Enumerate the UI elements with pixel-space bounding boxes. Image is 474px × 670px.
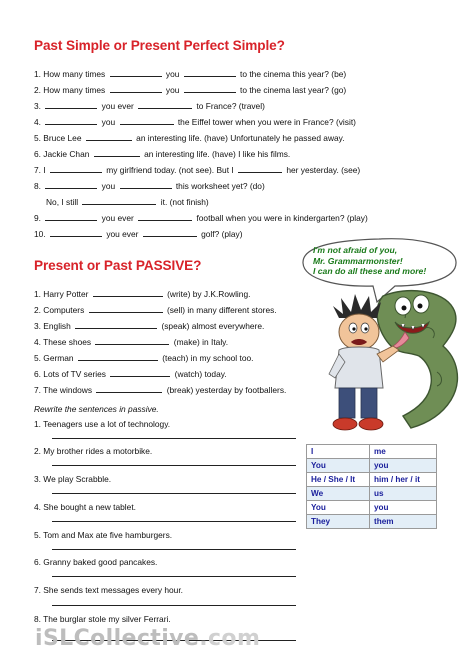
speech-bubble-text bbox=[313, 245, 449, 277]
line-text: to the cinema last year? (go) bbox=[240, 85, 347, 95]
write-line[interactable] bbox=[52, 521, 296, 522]
table-row bbox=[307, 501, 437, 515]
line-text: 2. Computers bbox=[34, 305, 85, 315]
subject-pronoun-cell: He / She / It bbox=[307, 473, 370, 487]
line-text: 7. The windows bbox=[34, 385, 93, 395]
line-text: to the cinema this year? (be) bbox=[240, 69, 347, 79]
subject-pronoun-cell: You bbox=[307, 459, 370, 473]
line-text: (teach) in my school too. bbox=[162, 353, 254, 363]
rewrite-instruction: Rewrite the sentences in passive. bbox=[34, 404, 159, 414]
line-text: No, I still bbox=[46, 197, 79, 207]
exercise-line bbox=[34, 352, 253, 364]
answer-blank[interactable] bbox=[45, 180, 97, 189]
boy-and-monster-illustration bbox=[325, 288, 465, 436]
answer-blank[interactable] bbox=[50, 228, 102, 237]
rewrite-item: 4. She bought a new tablet. bbox=[34, 502, 136, 512]
pronoun-table bbox=[306, 444, 437, 529]
object-pronoun-cell: us bbox=[370, 487, 437, 501]
exercise-line bbox=[34, 368, 227, 380]
exercise-line bbox=[34, 288, 250, 300]
exercise-line bbox=[34, 148, 290, 160]
line-text: an interesting life. (have) Unfortunately he passed away. bbox=[136, 133, 345, 143]
exercise-line bbox=[34, 320, 264, 332]
answer-blank[interactable] bbox=[110, 84, 162, 93]
line-text: 4. bbox=[34, 117, 41, 127]
object-pronoun-cell: him / her / it bbox=[370, 473, 437, 487]
answer-blank[interactable] bbox=[86, 132, 132, 141]
line-text: 10. bbox=[34, 229, 46, 239]
write-line[interactable] bbox=[52, 493, 296, 494]
exercise-line bbox=[34, 116, 356, 128]
answer-blank[interactable] bbox=[94, 148, 140, 157]
object-pronoun-cell: you bbox=[370, 501, 437, 515]
rewrite-item: 1. Teenagers use a lot of technology. bbox=[34, 419, 171, 429]
answer-blank[interactable] bbox=[45, 116, 97, 125]
line-text: 3. bbox=[34, 101, 41, 111]
line-text: 5. Bruce Lee bbox=[34, 133, 82, 143]
exercise-line bbox=[34, 84, 346, 96]
line-text: 2. How many times bbox=[34, 85, 106, 95]
line-text: 1. How many times bbox=[34, 69, 106, 79]
line-text: (write) by J.K.Rowling. bbox=[167, 289, 251, 299]
line-text: (break) yesterday by footballers. bbox=[166, 385, 287, 395]
line-text: (make) in Italy. bbox=[173, 337, 229, 347]
line-text: you bbox=[101, 117, 116, 127]
line-text: (sell) in many different stores. bbox=[166, 305, 277, 315]
subject-pronoun-cell: They bbox=[307, 515, 370, 529]
line-text: 9. bbox=[34, 213, 41, 223]
rewrite-item: 8. The burglar stole my silver Ferrari. bbox=[34, 614, 171, 624]
write-line[interactable] bbox=[52, 465, 296, 466]
line-text: it. (not finish) bbox=[160, 197, 209, 207]
line-text: 1. Harry Potter bbox=[34, 289, 89, 299]
grammar-monster bbox=[377, 291, 457, 428]
line-text: 3. English bbox=[34, 321, 71, 331]
line-text: you bbox=[165, 69, 180, 79]
line-text: her yesterday. (see) bbox=[286, 165, 361, 175]
line-text: this worksheet yet? (do) bbox=[175, 181, 265, 191]
table-row bbox=[307, 515, 437, 529]
exercise-line bbox=[34, 336, 228, 348]
line-text: you bbox=[101, 181, 116, 191]
answer-blank[interactable] bbox=[143, 228, 197, 237]
write-line[interactable] bbox=[52, 576, 296, 577]
answer-blank[interactable] bbox=[138, 212, 192, 221]
line-text: (speak) almost everywhere. bbox=[161, 321, 265, 331]
answer-blank[interactable] bbox=[78, 352, 158, 361]
exercise-line bbox=[34, 68, 346, 80]
exercise-line bbox=[34, 180, 265, 192]
rewrite-item: 3. We play Scrabble. bbox=[34, 474, 112, 484]
line-text: you ever bbox=[101, 213, 134, 223]
rewrite-item: 5. Tom and Max ate five hamburgers. bbox=[34, 530, 173, 540]
answer-blank[interactable] bbox=[45, 100, 97, 109]
line-text: my girlfriend today. (not see). But I bbox=[106, 165, 234, 175]
answer-blank[interactable] bbox=[93, 288, 163, 297]
answer-blank[interactable] bbox=[110, 68, 162, 77]
line-text: 5. German bbox=[34, 353, 74, 363]
answer-blank[interactable] bbox=[50, 164, 102, 173]
bubble-line: I can do all these and more! bbox=[313, 266, 427, 276]
exercise-line bbox=[34, 228, 243, 240]
line-text: football when you were in kindergarten? (play) bbox=[196, 213, 368, 223]
object-pronoun-cell: you bbox=[370, 459, 437, 473]
line-text: 8. bbox=[34, 181, 41, 191]
exercise-line bbox=[34, 304, 277, 316]
exercise-line bbox=[34, 212, 368, 224]
subject-pronoun-cell: We bbox=[307, 487, 370, 501]
answer-blank[interactable] bbox=[110, 368, 170, 377]
line-text: 4. These shoes bbox=[34, 337, 92, 347]
table-row bbox=[307, 459, 437, 473]
answer-blank[interactable] bbox=[184, 68, 236, 77]
exercise-line bbox=[34, 100, 265, 112]
object-pronoun-cell: them bbox=[370, 515, 437, 529]
line-text: 7. I bbox=[34, 165, 46, 175]
bubble-line: Mr. Grammarmonster! bbox=[313, 255, 403, 266]
rewrite-item: 6. Granny baked good pancakes. bbox=[34, 557, 158, 567]
logo-main-text: iSLCollective bbox=[35, 626, 200, 651]
table-row bbox=[307, 487, 437, 501]
write-line[interactable] bbox=[52, 605, 296, 606]
answer-blank[interactable] bbox=[238, 164, 282, 173]
table-row bbox=[307, 473, 437, 487]
line-text: golf? (play) bbox=[201, 229, 243, 239]
answer-blank[interactable] bbox=[95, 336, 169, 345]
line-text: (watch) today. bbox=[174, 369, 227, 379]
exercise-line bbox=[34, 132, 345, 144]
object-pronoun-cell: me bbox=[370, 445, 437, 459]
write-line[interactable] bbox=[52, 549, 296, 550]
answer-blank[interactable] bbox=[82, 196, 156, 205]
line-text: you ever bbox=[101, 101, 134, 111]
answer-blank[interactable] bbox=[75, 320, 157, 329]
answer-blank[interactable] bbox=[45, 212, 97, 221]
exercise-line bbox=[46, 196, 209, 208]
exercise-line bbox=[34, 384, 286, 396]
table-row bbox=[307, 445, 437, 459]
write-line[interactable] bbox=[52, 438, 296, 439]
bubble-line: I'm not afraid of you, bbox=[313, 245, 398, 255]
section-title-past-simple: Past Simple or Present Perfect Simple? bbox=[34, 38, 285, 53]
answer-blank[interactable] bbox=[184, 84, 236, 93]
answer-blank[interactable] bbox=[138, 100, 192, 109]
line-text: you bbox=[165, 85, 180, 95]
line-text: you ever bbox=[106, 229, 139, 239]
answer-blank[interactable] bbox=[120, 116, 174, 125]
section-title-passive: Present or Past PASSIVE? bbox=[34, 258, 202, 273]
line-text: an interesting life. (have) I like his films. bbox=[144, 149, 291, 159]
line-text: to France? (travel) bbox=[196, 101, 265, 111]
line-text: the Eiffel tower when you were in France? (visit) bbox=[177, 117, 356, 127]
rewrite-item: 7. She sends text messages every hour. bbox=[34, 585, 183, 595]
line-text: 6. Lots of TV series bbox=[34, 369, 106, 379]
exercise-line bbox=[34, 164, 360, 176]
answer-blank[interactable] bbox=[120, 180, 172, 189]
line-text: 6. Jackie Chan bbox=[34, 149, 90, 159]
rewrite-item: 2. My brother rides a motorbike. bbox=[34, 446, 153, 456]
islcollective-watermark-logo bbox=[35, 626, 260, 651]
subject-pronoun-cell: I bbox=[307, 445, 370, 459]
answer-blank[interactable] bbox=[89, 304, 163, 313]
logo-suffix-text: .com bbox=[199, 626, 261, 651]
answer-blank[interactable] bbox=[96, 384, 162, 393]
subject-pronoun-cell: You bbox=[307, 501, 370, 515]
